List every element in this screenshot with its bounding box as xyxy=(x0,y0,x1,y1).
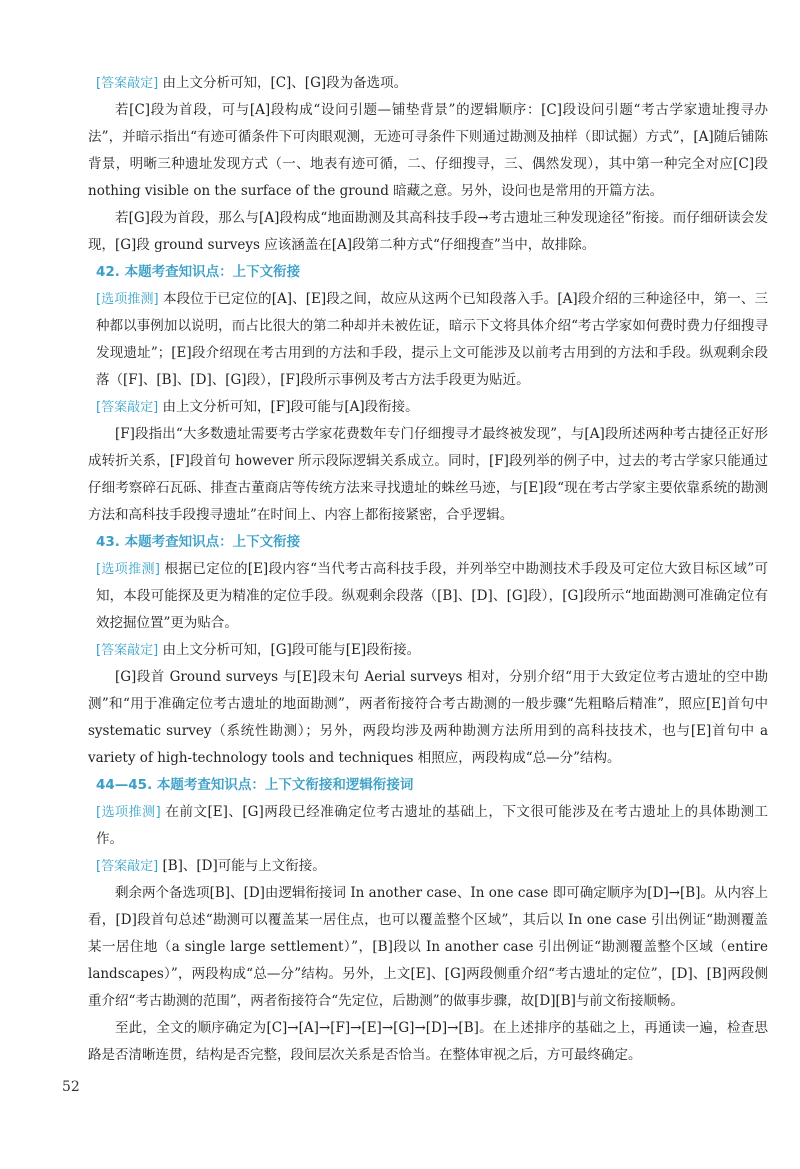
paragraph-text: 若[C]段为首段，可与[A]段构成“设问引题—铺垫背景”的逻辑顺序：[C]段设问引题“考古学家遗址搜寻办法”，并暗示指出“有迹可循条件下可肉眼观测，无迹可寻条件下则通过勘测及抽样（即试掘）方式”，[A]随后铺陈背景，明晰三种遗址发现方式（一、地表有迹可循，二、仔细搜寻，三、偶然发现），其中第一种完全对应[C]段 nothing visible on the surface of the ground 暗藏之意。另外，设问也是常用的开篇方法。 xyxy=(88,102,768,199)
answer-tag: [选项推测] xyxy=(96,805,161,820)
answer-tag: [答案敲定] xyxy=(96,76,159,91)
page-content xyxy=(88,70,768,1069)
paragraph-text: 剩余两个备选项[B]、[D]由逻辑衔接词 In another case、In one case 即可确定顺序为[D]→[B]。从内容上看，[D]段首句总述“勘测可以覆盖某一居住点，也可以覆盖整个区域”，其后以 In one case 引出例证“勘测覆盖某一居住地（a single large settlement）”，[B]段以 In another case 引出例证“勘测覆盖整个区域（entire landscapes）”，两段构成“总—分”结构。另外，上文[E]、[G]两段侧重介绍“考古遗址的定位”，[D]、[B]两段侧重介绍“考古勘测的范围”，两者衔接符合“先定位，后勘测”的做事步骤，故[D][B]与前文衔接顺畅。 xyxy=(88,885,768,1009)
paragraph-text: 由上文分析可知，[C]、[G]段为备选项。 xyxy=(158,75,408,91)
answer-tag: [选项推测] xyxy=(96,562,160,577)
body-paragraph xyxy=(88,70,768,97)
paragraph-text: 在前文[E]、[G]两段已经准确定位考古遗址的基础上，下文很可能涉及在考古遗址上的具体勘测工作。 xyxy=(96,804,768,847)
body-paragraph xyxy=(88,880,768,1015)
body-paragraph xyxy=(88,394,768,421)
answer-tag: [选项推测] xyxy=(96,292,159,307)
answer-tag: [答案敲定] xyxy=(96,400,159,415)
paragraph-text: 根据已定位的[E]段内容“当代考古高科技手段，并列举空中勘测技术手段及可定位大致目标区域”可知，本段可能探及更为精准的定位手段。纵观剩余段落（[B]、[D]、[G]段），[G]段所示“地面勘测可准确定位有效挖掘位置”更为贴合。 xyxy=(96,561,768,631)
answer-tag: [答案敲定] xyxy=(96,859,159,874)
body-paragraph xyxy=(88,1015,768,1069)
paragraph-text: 若[G]段为首段，那么与[A]段构成“地面勘测及其高科技手段→考古遗址三种发现途径”衔接。而仔细研读会发现，[G]段 ground surveys 应该涵盖在[A]段第二种方式“仔细搜查”当中，故排除。 xyxy=(88,210,768,253)
paragraph-text: [B]、[D]可能与上文衔接。 xyxy=(158,858,326,874)
body-paragraph xyxy=(88,853,768,880)
body-paragraph xyxy=(88,205,768,259)
section-heading: 42. 本题考查知识点：上下文衔接 xyxy=(96,264,301,280)
body-paragraph xyxy=(88,637,768,664)
body-paragraph xyxy=(88,799,768,853)
paragraph-text: 本段位于已定位的[A]、[E]段之间，故应从这两个已知段落入手。[A]段介绍的三种途径中，第一、三种都以事例加以说明，而占比很大的第二种却并未被佐证，暗示下文将具体介绍“考古学家如何费时费力仔细搜寻发现遗址”；[E]段介绍现在考古用到的方法和手段，提示上文可能涉及以前考古用到的方法和手段。纵观剩余段落（[F]、[B]、[D]、[G]段），[F]段所示事例及考古方法手段更为贴近。 xyxy=(96,291,768,388)
paragraph-text: [F]段指出“大多数遗址需要考古学家花费数年专门仔细搜寻才最终被发现”，与[A]段所述两种考古捷径正好形成转折关系，[F]段首句 however 所示段际逻辑关系成立。同时，[F]段列举的例子中，过去的考古学家只能通过仔细考察碎石瓦砾、排查古董商店等传统方法来寻找遗址的蛛丝马迹，与[E]段“现在考古学家主要依靠系统的勘测方法和高科技手段搜寻遗址”在时间上、内容上都衔接紧密，合乎逻辑。 xyxy=(88,426,768,523)
answer-tag: [答案敲定] xyxy=(96,643,159,658)
page-number: 52 xyxy=(62,1079,80,1095)
body-paragraph xyxy=(88,421,768,529)
paragraph-text: 至此，全文的顺序确定为[C]→[A]→[F]→[E]→[G]→[D]→[B]。在上述排序的基础之上，再通读一遍，检查思路是否清晰连贯，结构是否完整，段间层次关系是否恰当。在整体审视之后，方可最终确定。 xyxy=(88,1020,768,1063)
body-paragraph xyxy=(88,664,768,772)
body-paragraph xyxy=(88,286,768,394)
paragraph-text: 由上文分析可知，[G]段可能与[E]段衔接。 xyxy=(158,642,421,658)
section-heading: 44—45. 本题考查知识点：上下文衔接和逻辑衔接词 xyxy=(96,777,414,793)
body-paragraph xyxy=(88,556,768,637)
section-heading: 43. 本题考查知识点：上下文衔接 xyxy=(96,534,301,550)
body-paragraph xyxy=(88,97,768,205)
paragraph-text: 由上文分析可知，[F]段可能与[A]段衔接。 xyxy=(158,399,419,415)
paragraph-text: [G]段首 Ground surveys 与[E]段末句 Aerial surveys 相对，分别介绍“用于大致定位考古遗址的空中勘测”和“用于准确定位考古遗址的地面勘测”，两者衔接符合考古勘测的一般步骤“先粗略后精准”，照应[E]首句中 systematic survey（系统性勘测）；另外，两段均涉及两种勘测方法所用到的高科技技术，也与[E]首句中 a variety of high-technology tools and techniques 相照应，两段构成“总—分”结构。 xyxy=(88,669,768,766)
